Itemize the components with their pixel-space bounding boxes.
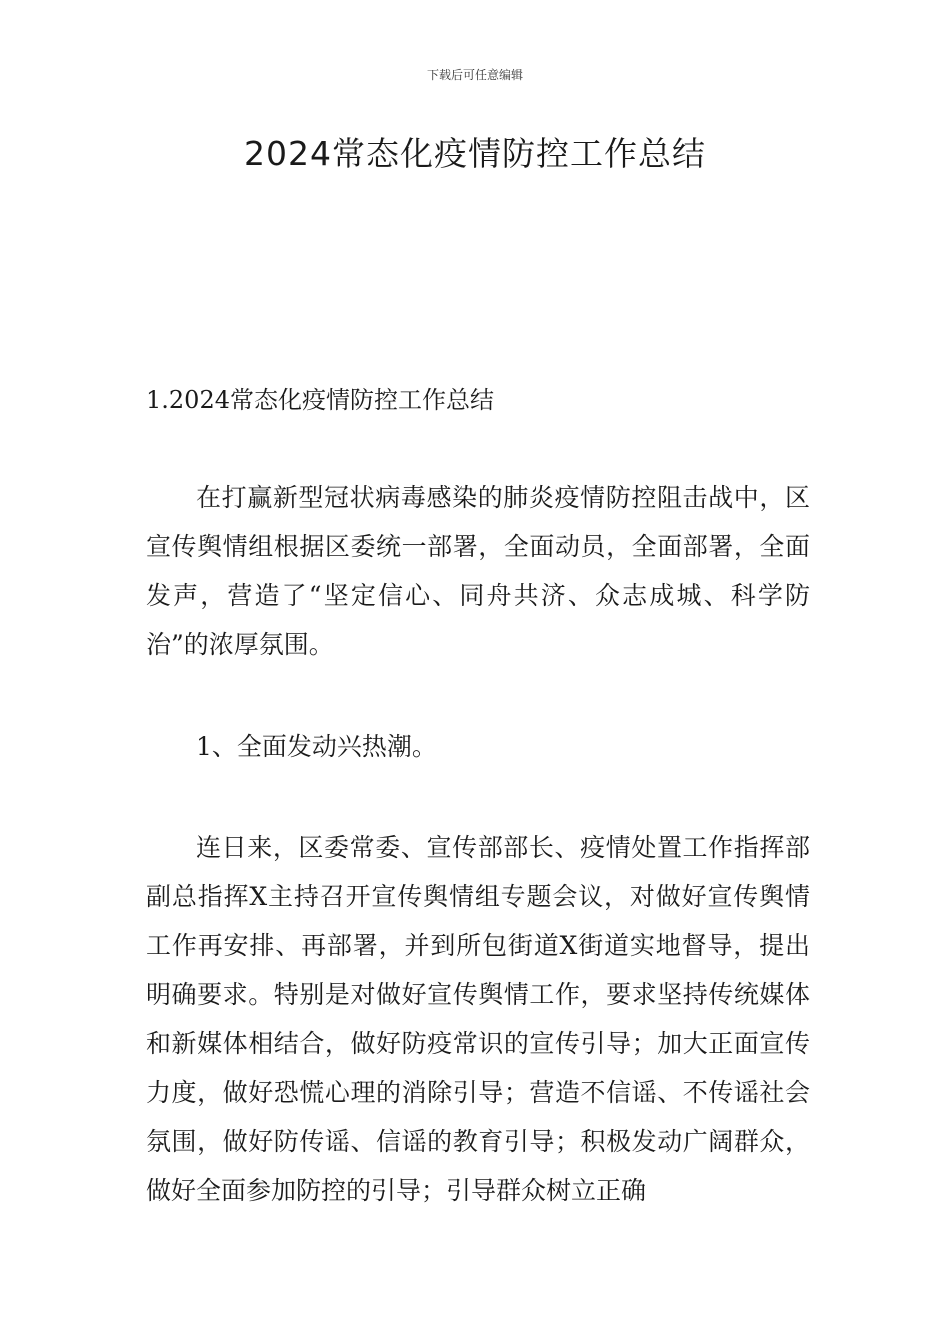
paragraph-subheading: 1、全面发动兴热潮。 <box>196 732 437 761</box>
paragraph-intro: 在打赢新型冠状病毒感染的肺炎疫情防控阻击战中，区宣传舆情组根据区委统一部署，全面动员，全面部署，全面发声，营造了“坚定信心、同舟共济、众志成城、科学防治”的浓厚氛围。 <box>146 483 810 659</box>
paragraph-body: 连日来，区委常委、宣传部部长、疫情处置工作指挥部副总指挥X主持召开宣传舆情组专题会议，对做好宣传舆情工作再安排、再部署，并到所包街道X街道实地督导，提出明确要求。特别是对做好宣传舆情工作，要求坚持传统媒体和新媒体相结合，做好防疫常识的宣传引导；加大正面宣传力度，做好恐慌心理的消除引导；营造不信谣、不传谣社会氛围，做好防传谣、信谣的教育引导；积极发动广阔群众，做好全面参加防控的引导；引导群众树立正确 <box>146 833 810 1205</box>
document-title: 2024常态化疫情防控工作总结 <box>244 134 706 173</box>
header-note: 下载后可任意编辑 <box>426 68 523 82</box>
section-heading: 1.2024常态化疫情防控工作总结 <box>146 386 494 414</box>
